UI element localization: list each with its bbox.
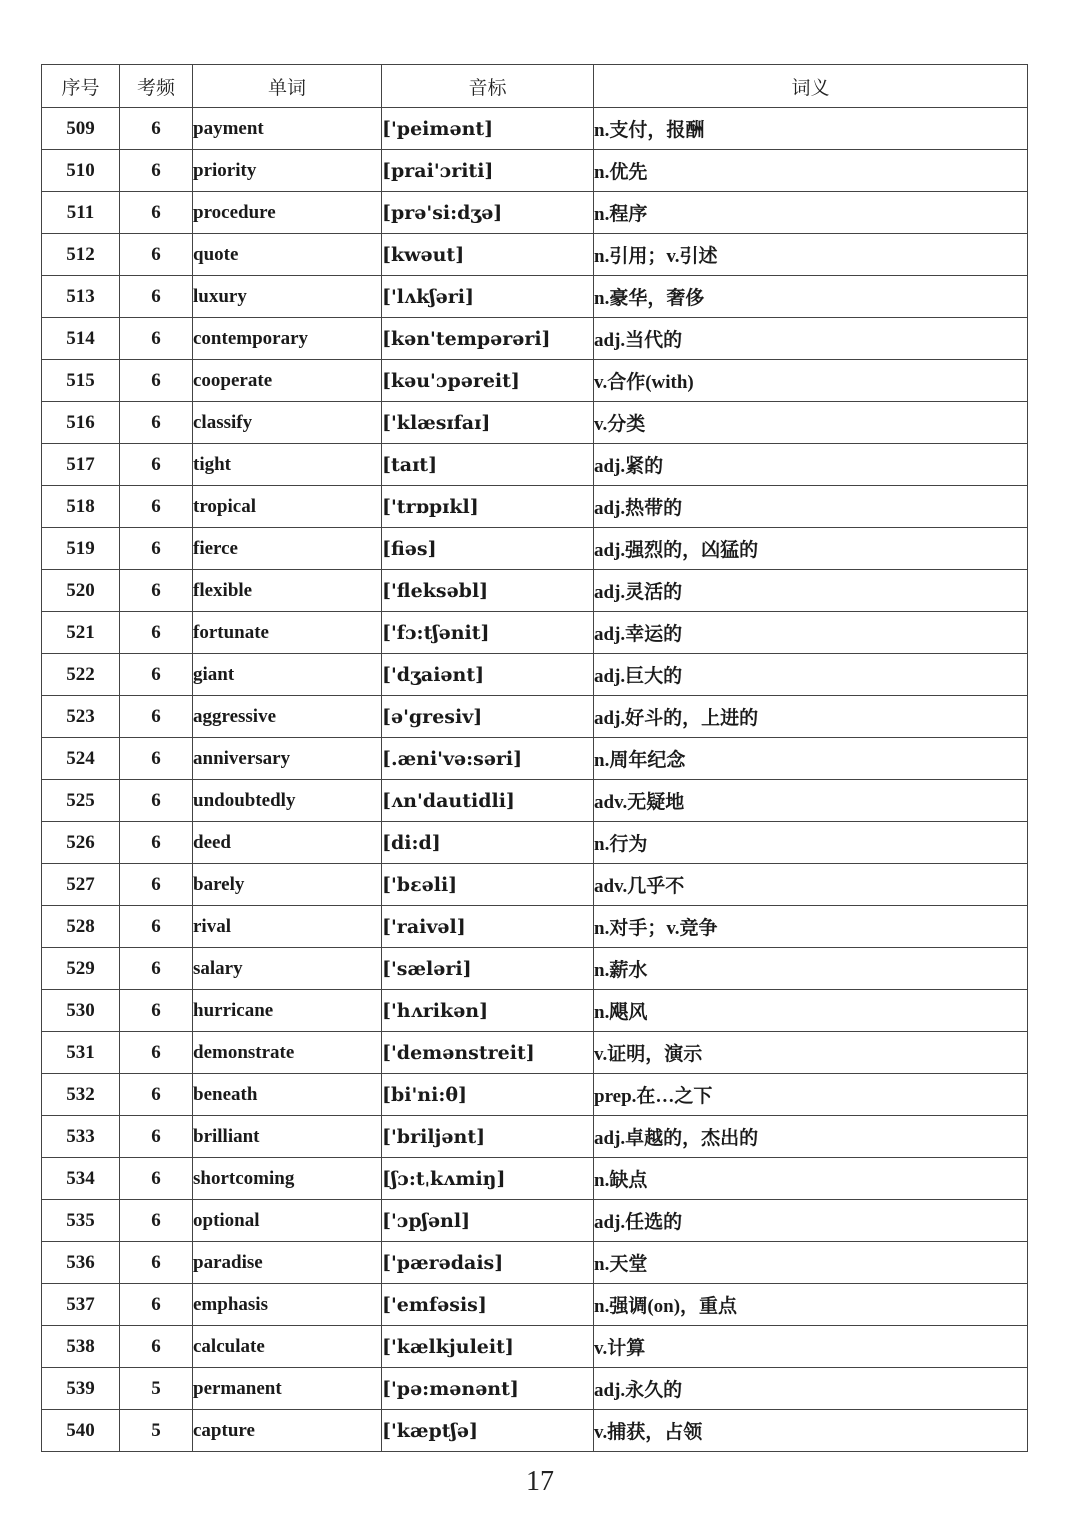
row-number: 513 (42, 276, 120, 318)
row-phonetic: ['ɔpʃənl] (382, 1200, 594, 1242)
row-word: aggressive (193, 696, 382, 738)
table-body (42, 108, 1028, 1452)
row-meaning: adj.永久的 (594, 1368, 1028, 1410)
table-row (42, 864, 1028, 906)
row-frequency: 6 (120, 1032, 193, 1074)
table-row (42, 486, 1028, 528)
row-word: barely (193, 864, 382, 906)
row-number: 519 (42, 528, 120, 570)
row-word: classify (193, 402, 382, 444)
table-row (42, 612, 1028, 654)
row-number: 514 (42, 318, 120, 360)
row-word: emphasis (193, 1284, 382, 1326)
row-frequency: 6 (120, 1326, 193, 1368)
row-meaning: n.天堂 (594, 1242, 1028, 1284)
table-row (42, 1242, 1028, 1284)
row-meaning: n.薪水 (594, 948, 1028, 990)
table-row (42, 108, 1028, 150)
row-meaning: adj.好斗的，上进的 (594, 696, 1028, 738)
row-phonetic: [kəu'ɔpəreit] (382, 360, 594, 402)
table-row (42, 822, 1028, 864)
row-meaning: adv.无疑地 (594, 780, 1028, 822)
table-row (42, 948, 1028, 990)
row-number: 511 (42, 192, 120, 234)
row-word: tight (193, 444, 382, 486)
table-row (42, 780, 1028, 822)
row-number: 523 (42, 696, 120, 738)
row-word: luxury (193, 276, 382, 318)
row-number: 539 (42, 1368, 120, 1410)
table-row (42, 738, 1028, 780)
row-phonetic: ['kælkjuleit] (382, 1326, 594, 1368)
header-meaning: 词义 (594, 65, 1028, 108)
row-meaning: v.计算 (594, 1326, 1028, 1368)
row-phonetic: [.æni'və:səri] (382, 738, 594, 780)
row-number: 510 (42, 150, 120, 192)
row-phonetic: ['fɔ:tʃənit] (382, 612, 594, 654)
row-meaning: adj.幸运的 (594, 612, 1028, 654)
row-number: 528 (42, 906, 120, 948)
row-meaning: adj.强烈的，凶猛的 (594, 528, 1028, 570)
vocabulary-table (41, 64, 1028, 1452)
row-word: capture (193, 1410, 382, 1452)
row-frequency: 6 (120, 822, 193, 864)
row-phonetic: ['sæləri] (382, 948, 594, 990)
row-phonetic: ['kæptʃə] (382, 1410, 594, 1452)
row-frequency: 6 (120, 1158, 193, 1200)
row-word: demonstrate (193, 1032, 382, 1074)
row-meaning: n.支付，报酬 (594, 108, 1028, 150)
page-number: 17 (526, 1466, 554, 1497)
table-row (42, 1032, 1028, 1074)
row-number: 533 (42, 1116, 120, 1158)
row-number: 512 (42, 234, 120, 276)
row-word: flexible (193, 570, 382, 612)
row-frequency: 6 (120, 108, 193, 150)
row-word: fortunate (193, 612, 382, 654)
table-row (42, 402, 1028, 444)
row-frequency: 6 (120, 570, 193, 612)
row-meaning: adj.灵活的 (594, 570, 1028, 612)
row-word: fierce (193, 528, 382, 570)
row-phonetic: ['briljənt] (382, 1116, 594, 1158)
row-frequency: 6 (120, 1074, 193, 1116)
row-word: anniversary (193, 738, 382, 780)
table-row (42, 318, 1028, 360)
row-word: rival (193, 906, 382, 948)
row-phonetic: ['lʌkʃəri] (382, 276, 594, 318)
row-frequency: 6 (120, 360, 193, 402)
row-number: 522 (42, 654, 120, 696)
row-frequency: 6 (120, 654, 193, 696)
row-meaning: n.行为 (594, 822, 1028, 864)
row-frequency: 6 (120, 528, 193, 570)
table-row (42, 234, 1028, 276)
row-meaning: adj.当代的 (594, 318, 1028, 360)
row-frequency: 6 (120, 780, 193, 822)
row-phonetic: [prə'si:dʒə] (382, 192, 594, 234)
row-frequency: 6 (120, 696, 193, 738)
row-frequency: 6 (120, 1116, 193, 1158)
row-phonetic: ['demənstreit] (382, 1032, 594, 1074)
table-row (42, 150, 1028, 192)
row-number: 521 (42, 612, 120, 654)
row-word: tropical (193, 486, 382, 528)
row-frequency: 6 (120, 276, 193, 318)
row-word: optional (193, 1200, 382, 1242)
table-row (42, 528, 1028, 570)
row-phonetic: ['peimənt] (382, 108, 594, 150)
header-number: 序号 (42, 65, 120, 108)
row-frequency: 6 (120, 612, 193, 654)
row-phonetic: ['raivəl] (382, 906, 594, 948)
row-frequency: 6 (120, 150, 193, 192)
row-phonetic: ['hʌrikən] (382, 990, 594, 1032)
table-row (42, 1410, 1028, 1452)
row-number: 520 (42, 570, 120, 612)
row-meaning: v.合作(with) (594, 360, 1028, 402)
row-frequency: 6 (120, 486, 193, 528)
row-meaning: v.分类 (594, 402, 1028, 444)
row-word: shortcoming (193, 1158, 382, 1200)
row-word: beneath (193, 1074, 382, 1116)
row-meaning: n.周年纪念 (594, 738, 1028, 780)
header-phonetic: 音标 (382, 65, 594, 108)
row-number: 540 (42, 1410, 120, 1452)
row-meaning: n.豪华，奢侈 (594, 276, 1028, 318)
row-number: 532 (42, 1074, 120, 1116)
table-row (42, 570, 1028, 612)
row-phonetic: ['pærədais] (382, 1242, 594, 1284)
row-frequency: 6 (120, 738, 193, 780)
row-meaning: adj.任选的 (594, 1200, 1028, 1242)
row-frequency: 5 (120, 1410, 193, 1452)
row-number: 537 (42, 1284, 120, 1326)
row-meaning: n.引用；v.引述 (594, 234, 1028, 276)
row-frequency: 6 (120, 234, 193, 276)
table-row (42, 1158, 1028, 1200)
row-word: contemporary (193, 318, 382, 360)
row-meaning: prep.在…之下 (594, 1074, 1028, 1116)
row-number: 516 (42, 402, 120, 444)
row-frequency: 6 (120, 318, 193, 360)
row-phonetic: [prai'ɔriti] (382, 150, 594, 192)
row-phonetic: [fiəs] (382, 528, 594, 570)
row-word: priority (193, 150, 382, 192)
row-phonetic: [ʃɔ:tˌkʌmiŋ] (382, 1158, 594, 1200)
row-word: calculate (193, 1326, 382, 1368)
row-frequency: 6 (120, 990, 193, 1032)
header-frequency: 考频 (120, 65, 193, 108)
row-meaning: adj.卓越的，杰出的 (594, 1116, 1028, 1158)
row-word: hurricane (193, 990, 382, 1032)
row-phonetic: [kwəut] (382, 234, 594, 276)
row-number: 515 (42, 360, 120, 402)
row-phonetic: ['pə:mənənt] (382, 1368, 594, 1410)
row-phonetic: ['dʒaiənt] (382, 654, 594, 696)
row-number: 534 (42, 1158, 120, 1200)
row-word: paradise (193, 1242, 382, 1284)
row-phonetic: [di:d] (382, 822, 594, 864)
row-meaning: v.捕获，占领 (594, 1410, 1028, 1452)
row-frequency: 6 (120, 1242, 193, 1284)
row-frequency: 6 (120, 444, 193, 486)
row-word: procedure (193, 192, 382, 234)
row-number: 525 (42, 780, 120, 822)
row-phonetic: ['trɒpɪkl] (382, 486, 594, 528)
table-row (42, 276, 1028, 318)
table-row (42, 1074, 1028, 1116)
row-phonetic: [kən'tempərəri] (382, 318, 594, 360)
table-row (42, 1284, 1028, 1326)
header-word: 单词 (193, 65, 382, 108)
table-row (42, 906, 1028, 948)
row-word: quote (193, 234, 382, 276)
table-row (42, 1116, 1028, 1158)
row-meaning: adv.几乎不 (594, 864, 1028, 906)
table-row (42, 444, 1028, 486)
row-phonetic: ['fleksəbl] (382, 570, 594, 612)
row-meaning: adj.巨大的 (594, 654, 1028, 696)
table-header-row (42, 65, 1028, 108)
row-number: 527 (42, 864, 120, 906)
row-number: 509 (42, 108, 120, 150)
row-phonetic: [ʌn'dautidli] (382, 780, 594, 822)
row-number: 518 (42, 486, 120, 528)
row-number: 529 (42, 948, 120, 990)
row-frequency: 6 (120, 1284, 193, 1326)
row-frequency: 5 (120, 1368, 193, 1410)
table-row (42, 990, 1028, 1032)
row-phonetic: ['emfəsis] (382, 1284, 594, 1326)
row-word: deed (193, 822, 382, 864)
table-row (42, 1368, 1028, 1410)
row-phonetic: ['klæsɪfaɪ] (382, 402, 594, 444)
row-frequency: 6 (120, 906, 193, 948)
table-row (42, 192, 1028, 234)
row-phonetic: [ə'gresiv] (382, 696, 594, 738)
row-word: brilliant (193, 1116, 382, 1158)
row-meaning: n.飓风 (594, 990, 1028, 1032)
row-number: 530 (42, 990, 120, 1032)
table-row (42, 654, 1028, 696)
table-row (42, 1200, 1028, 1242)
row-number: 535 (42, 1200, 120, 1242)
row-frequency: 6 (120, 864, 193, 906)
row-number: 526 (42, 822, 120, 864)
row-number: 517 (42, 444, 120, 486)
row-frequency: 6 (120, 1200, 193, 1242)
row-meaning: n.缺点 (594, 1158, 1028, 1200)
row-phonetic: [taɪt] (382, 444, 594, 486)
row-number: 531 (42, 1032, 120, 1074)
row-word: permanent (193, 1368, 382, 1410)
row-word: giant (193, 654, 382, 696)
row-frequency: 6 (120, 402, 193, 444)
row-number: 524 (42, 738, 120, 780)
row-word: cooperate (193, 360, 382, 402)
row-word: payment (193, 108, 382, 150)
row-word: undoubtedly (193, 780, 382, 822)
row-meaning: adj.热带的 (594, 486, 1028, 528)
row-meaning: n.对手；v.竞争 (594, 906, 1028, 948)
row-number: 536 (42, 1242, 120, 1284)
row-phonetic: ['bɛəli] (382, 864, 594, 906)
row-meaning: n.程序 (594, 192, 1028, 234)
row-meaning: n.优先 (594, 150, 1028, 192)
row-phonetic: [bi'ni:θ] (382, 1074, 594, 1116)
table-row (42, 360, 1028, 402)
row-meaning: n.强调(on)，重点 (594, 1284, 1028, 1326)
row-meaning: adj.紧的 (594, 444, 1028, 486)
table-row (42, 696, 1028, 738)
table-row (42, 1326, 1028, 1368)
row-word: salary (193, 948, 382, 990)
row-frequency: 6 (120, 192, 193, 234)
row-number: 538 (42, 1326, 120, 1368)
row-meaning: v.证明，演示 (594, 1032, 1028, 1074)
row-frequency: 6 (120, 948, 193, 990)
